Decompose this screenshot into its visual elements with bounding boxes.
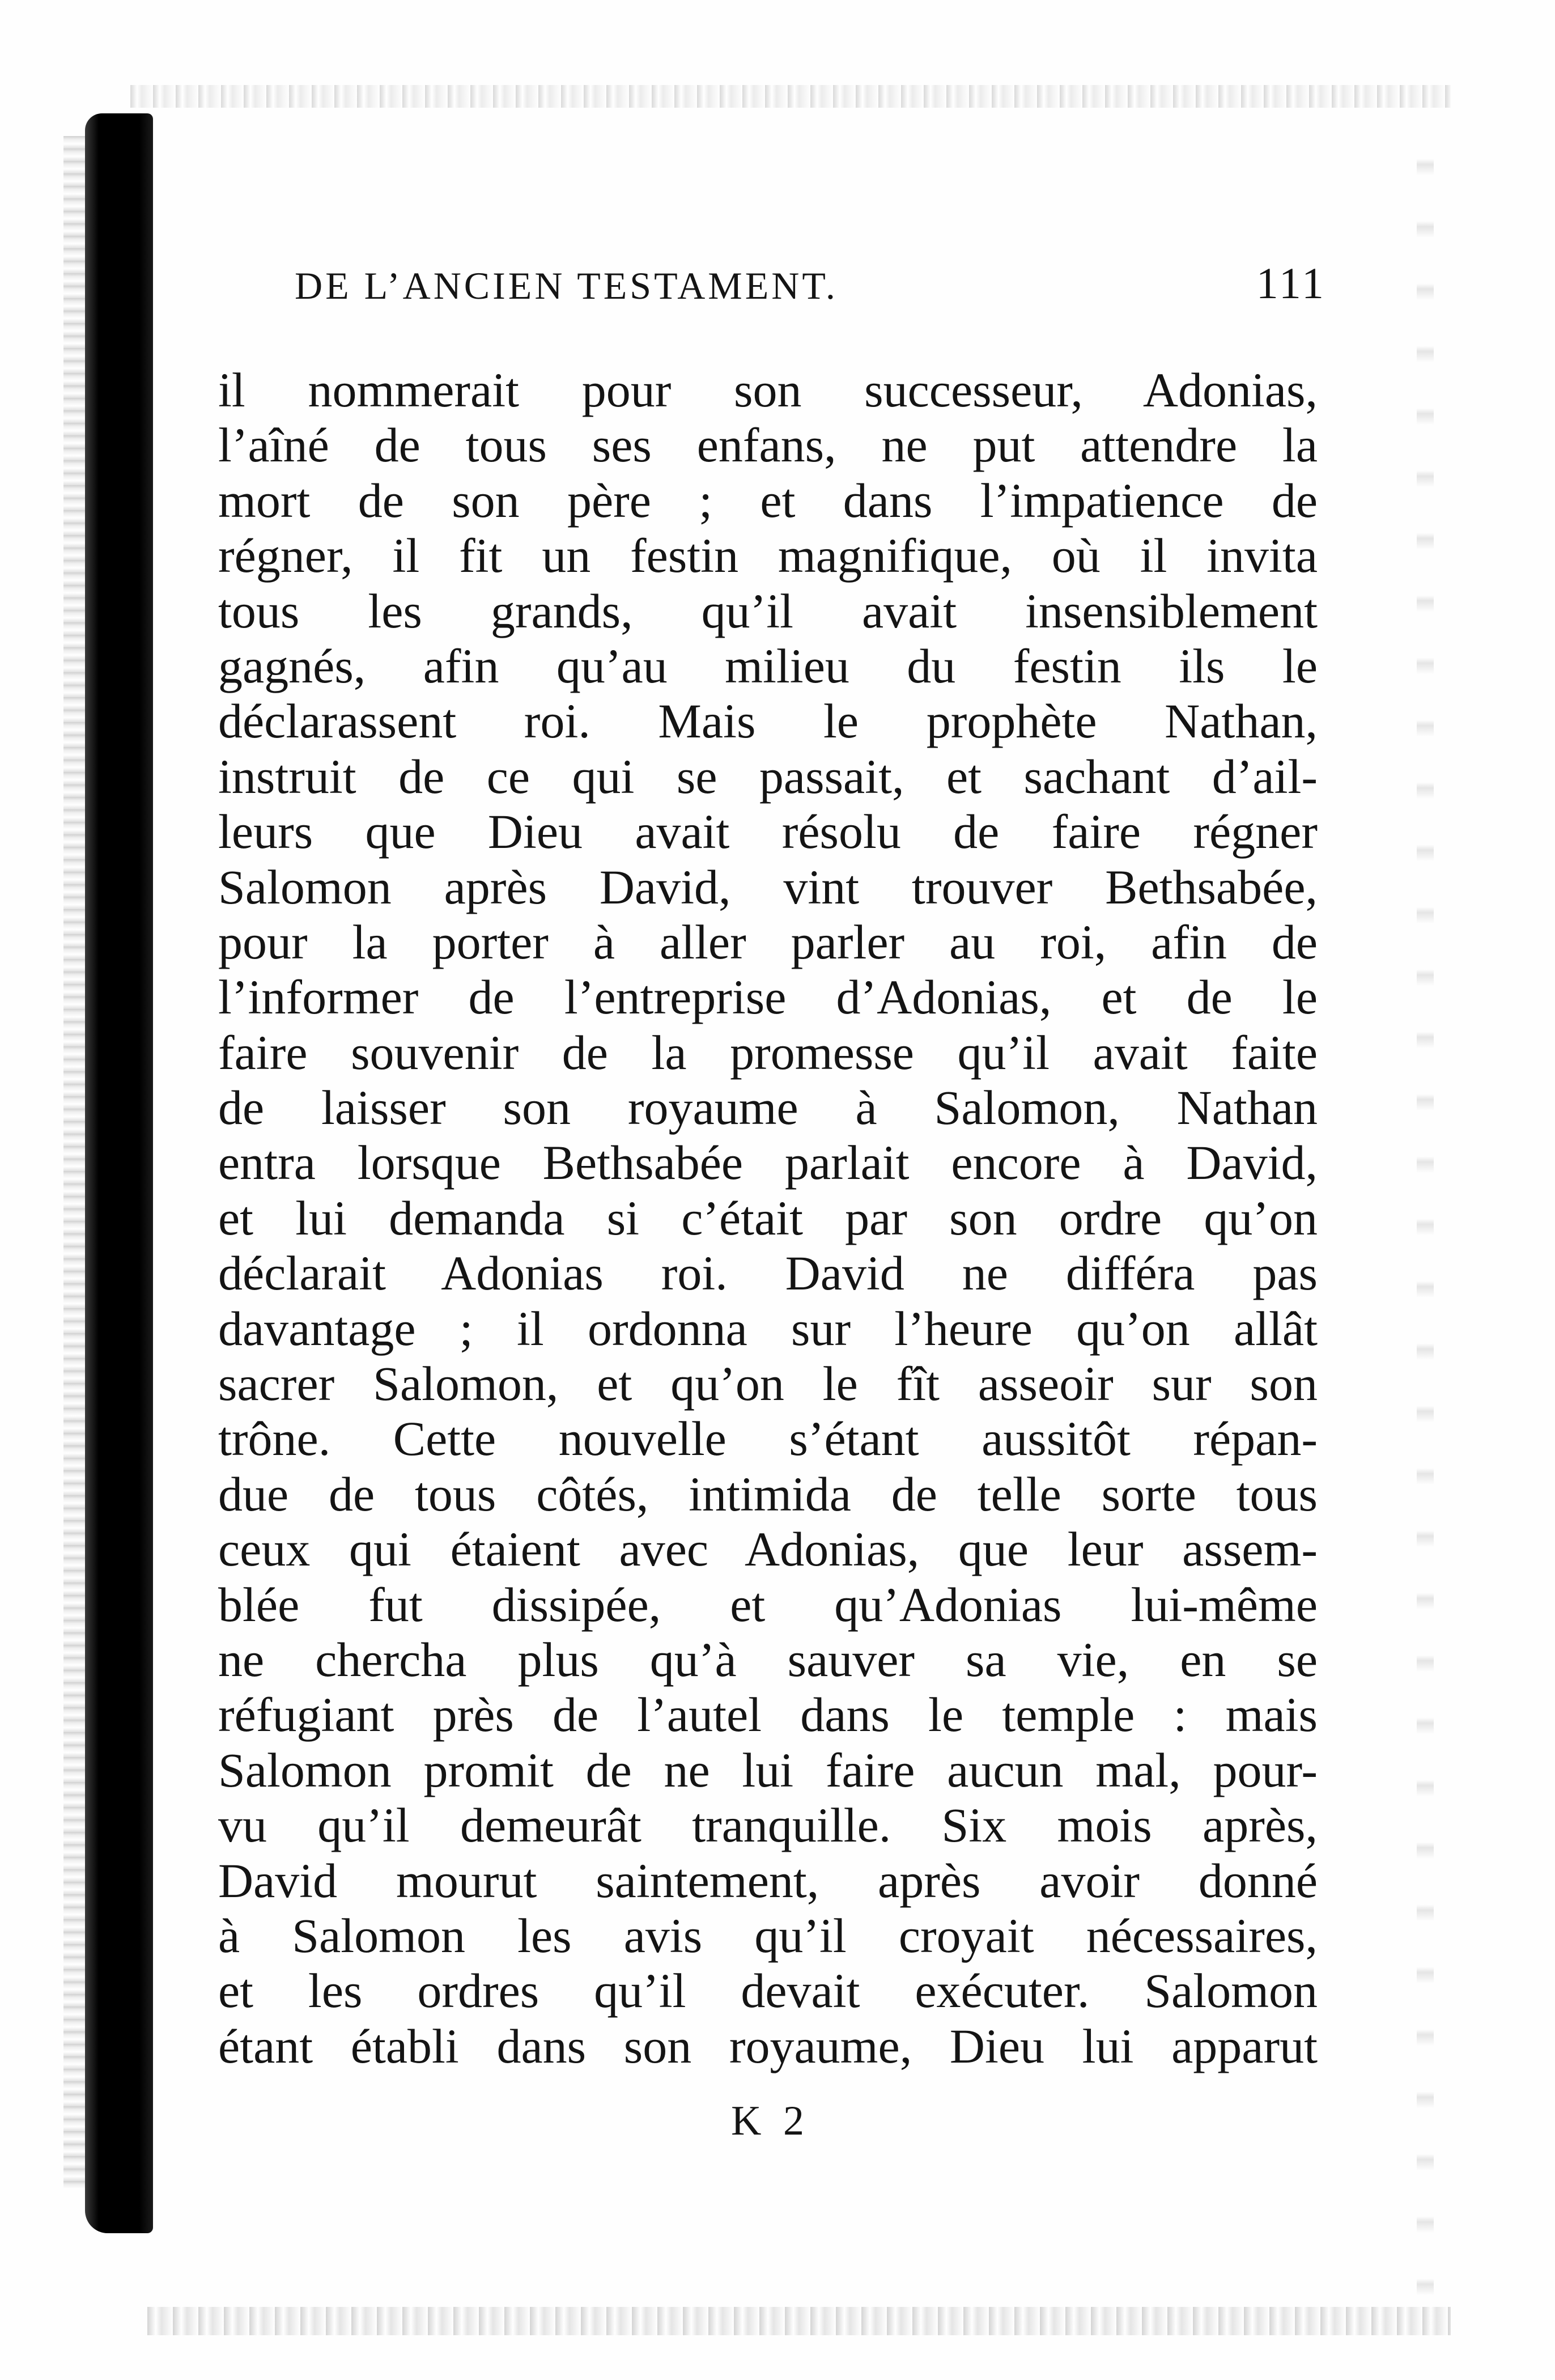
page-edge-top bbox=[130, 85, 1451, 108]
text-line: sacrer Salomon, et qu’on le fît asseoir sur son bbox=[218, 1356, 1318, 1411]
text-line: faire souvenir de la promesse qu’il avait faite bbox=[218, 1025, 1318, 1080]
text-line: Salomon promit de ne lui faire aucun mal, pour- bbox=[218, 1742, 1318, 1797]
text-line: tous les grands, qu’il avait insensiblement bbox=[218, 583, 1318, 638]
text-line: davantage ; il ordonna sur l’heure qu’on allât bbox=[218, 1301, 1318, 1356]
running-head: DE L’ANCIEN TESTAMENT. bbox=[295, 264, 838, 307]
text-line: Salomon après David, vint trouver Bethsabée, bbox=[218, 859, 1318, 914]
text-line: réfugiant près de l’autel dans le temple : mais bbox=[218, 1687, 1318, 1742]
text-line: entra lorsque Bethsabée parlait encore à David, bbox=[218, 1135, 1318, 1190]
text-line: à Salomon les avis qu’il croyait nécessaires, bbox=[218, 1908, 1318, 1963]
page-edge-bottom bbox=[147, 2307, 1451, 2335]
text-line: gagnés, afin qu’au milieu du festin ils le bbox=[218, 638, 1318, 693]
text-line: blée fut dissipée, et qu’Adonias lui-même bbox=[218, 1577, 1318, 1632]
text-line: étant établi dans son royaume, Dieu lui apparut bbox=[218, 2018, 1318, 2073]
page-header bbox=[295, 258, 1326, 309]
text-line: trône. Cette nouvelle s’étant aussitôt répan- bbox=[218, 1411, 1318, 1466]
text-line: de laisser son royaume à Salomon, Nathan bbox=[218, 1080, 1318, 1135]
text-line: mort de son père ; et dans l’impatience de bbox=[218, 473, 1318, 528]
text-line: et lui demanda si c’était par son ordre qu’on bbox=[218, 1190, 1318, 1245]
text-line: ne chercha plus qu’à sauver sa vie, en se bbox=[218, 1632, 1318, 1687]
text-line: leurs que Dieu avait résolu de faire régner bbox=[218, 804, 1318, 859]
signature-mark: K 2 bbox=[731, 2098, 810, 2144]
text-line: et les ordres qu’il devait exécuter. Salomon bbox=[218, 1963, 1318, 2018]
text-line: l’informer de l’entreprise d’Adonias, et de le bbox=[218, 970, 1318, 1025]
text-line: vu qu’il demeurât tranquille. Six mois après, bbox=[218, 1798, 1318, 1853]
text-line: déclarait Adonias roi. David ne différa pas bbox=[218, 1246, 1318, 1301]
text-line: pour la porter à aller parler au roi, afin de bbox=[218, 914, 1318, 969]
text-line: due de tous côtés, intimida de telle sorte tous bbox=[218, 1466, 1318, 1521]
page-number: 111 bbox=[1256, 258, 1326, 308]
text-line: instruit de ce qui se passait, et sachant d’ail- bbox=[218, 749, 1318, 804]
text-line: il nommerait pour son successeur, Adonias, bbox=[218, 363, 1318, 417]
binding-gutter bbox=[85, 113, 153, 2233]
text-line: régner, il fit un festin magnifique, où il invita bbox=[218, 528, 1318, 583]
body-text bbox=[218, 363, 1318, 2074]
text-line: l’aîné de tous ses enfans, ne put attendre la bbox=[218, 418, 1318, 473]
text-line: David mourut saintement, après avoir donné bbox=[218, 1853, 1318, 1908]
text-line: ceux qui étaient avec Adonias, que leur assem- bbox=[218, 1522, 1318, 1577]
text-line: déclarassent roi. Mais le prophète Nathan, bbox=[218, 694, 1318, 749]
page-edge-right bbox=[1417, 113, 1434, 2313]
